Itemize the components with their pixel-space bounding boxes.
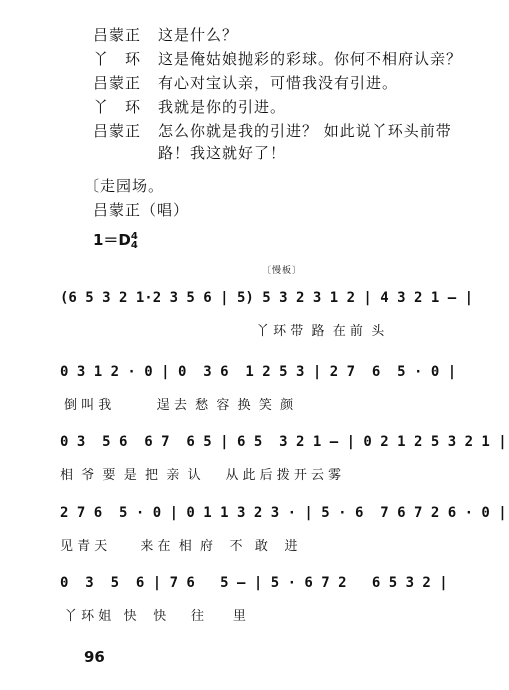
music-row-3 — [60, 432, 507, 483]
tempo-marking: 〔慢板〕 — [262, 266, 303, 276]
page-number: 96 — [84, 648, 105, 666]
speaker-name: 吕蒙正 — [93, 26, 142, 44]
lyrics-line: 相 爷 要 是 把 亲 认 从 此 后 拨 开 云 雾 — [60, 468, 342, 483]
sing-cue: 吕蒙正（唱） — [93, 201, 190, 219]
speaker-name: 吕蒙正 — [93, 74, 142, 92]
lyrics-line: 见 青 天 来 在 相 府 不 敢 进 — [60, 539, 298, 554]
speaker-name: 丫 环 — [93, 98, 142, 116]
dialogue-line — [93, 74, 493, 92]
speaker-name: 吕蒙正 — [93, 122, 142, 140]
music-row-1 — [60, 288, 474, 339]
speech-text: 有心对宝认亲，可惜我没有引进。 — [158, 74, 399, 92]
lyrics-line: 丫 环 姐 快 快 往 里 — [64, 609, 246, 624]
dialogue-line — [93, 26, 493, 44]
stage-direction: 〔走园场。 — [84, 177, 165, 195]
notation-line: (6 5 3 2 1·2 3 5 6 | 5) 5 3 2 3 1 2 | 4 3 2 1 — | — [60, 290, 474, 306]
speech-text: 这是俺姑娘抛彩的彩球。你何不相府认亲？ — [158, 50, 463, 68]
notation-line: 0 3 1 2 · 0 | 0 3 6 1 2 5 3 | 2 7 6 5 · 0 | — [60, 364, 457, 380]
speech-text: 怎么你就是我的引进？ 如此说丫环头前带 — [158, 122, 452, 140]
music-row-4 — [60, 503, 507, 554]
speech-continuation: 路！我这就好了！ — [158, 144, 287, 162]
lyrics-line: 丫 环 带 路 在 前 头 — [256, 324, 385, 339]
notation-line: 0 3 5 6 | 7 6 5 — | 5 · 6 7 2 6 5 3 2 | — [60, 575, 448, 591]
speech-text: 这是什么？ — [158, 26, 239, 44]
key-prefix: 1＝D — [93, 231, 131, 249]
time-top: 4 — [130, 230, 138, 242]
music-row-2 — [60, 362, 465, 413]
notation-line: 0 3 5 6 6 7 6 5 | 6 5 3 2 1 — | 0 2 1 2 5 3 2 1 | — [60, 434, 507, 450]
key-signature — [93, 229, 138, 250]
dialogue-line — [93, 98, 493, 116]
time-bottom: 4 — [130, 239, 138, 251]
lyrics-line: 倒 叫 我 逞 去 愁 容 换 笑 颜 — [64, 398, 294, 413]
notation-line: 2 7 6 5 · 0 | 0 1 1 3 2 3 · | 5 · 6 7 6 7 2 6 · 0 | — [60, 505, 507, 521]
time-signature — [131, 232, 138, 250]
dialogue-line — [93, 50, 493, 68]
dialogue-line — [93, 122, 493, 140]
speech-text: 我就是你的引进。 — [158, 98, 287, 116]
music-row-5 — [60, 573, 465, 624]
speaker-name: 丫 环 — [93, 50, 142, 68]
dialogue-block — [93, 26, 493, 162]
